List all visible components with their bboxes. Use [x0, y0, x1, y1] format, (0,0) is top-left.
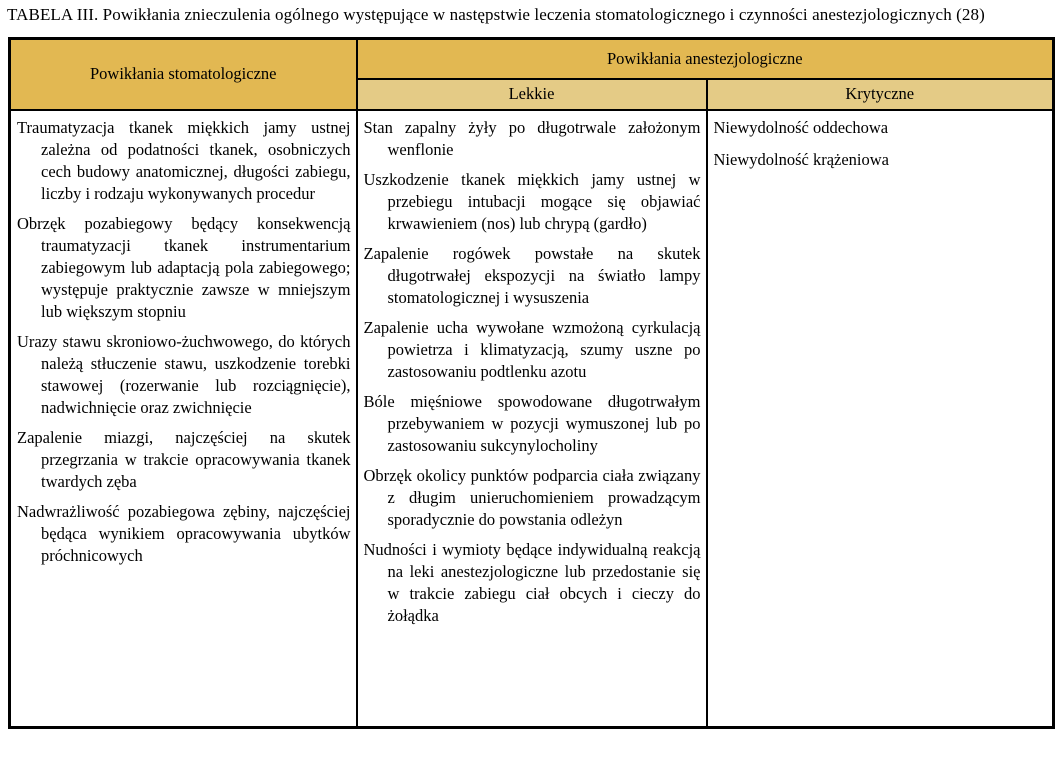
header-cell-stomatologiczne: Powikłania stomatologiczne: [10, 39, 357, 110]
complication-item: Nudności i wymioty będące indywidualną reakcją na leki anestezjologiczne lub przedostanie się w trakcie zabiegu ciał obcych i cieczy do żołądka: [363, 539, 701, 625]
complication-item: Uszkodzenie tkanek miękkich jamy ustnej w przebiegu intubacji mogące się objawiać krwawieniem (nos) lub chrypą (gardło): [363, 169, 701, 233]
header-cell-krytyczne: Krytyczne: [707, 79, 1054, 110]
complication-item: Zapalenie miazgi, najczęściej na skutek przegrzania w trakcie opracowywania tkanek twardych zęba: [17, 427, 351, 491]
stomatologiczne-cell: [10, 110, 357, 728]
krytyczne-cell: [707, 110, 1054, 728]
header-row-main: [10, 39, 1054, 79]
header-cell-lekkie: Lekkie: [357, 79, 707, 110]
complication-item: Zapalenie ucha wywołane wzmożoną cyrkulacją powietrza i klimatyzacją, szumy uszne po zastosowaniu podtlenku azotu: [363, 317, 701, 381]
complication-item: Urazy stawu skroniowo-żuchwowego, do których należą stłuczenie stawu, uszkodzenie torebki stawowej (rozerwanie lub rozciągnięcie), nadwichnięcie oraz zwichnięcie: [17, 331, 351, 417]
complications-table: [8, 37, 1055, 729]
complication-item: Traumatyzacja tkanek miękkich jamy ustnej zależna od podatności tkanek, osobniczych cech budowy anatomicznej, długości zabiegu, liczby i rodzaju wykonywanych procedur: [17, 117, 351, 203]
complication-item: Niewydolność oddechowa: [713, 117, 889, 137]
complication-item: Zapalenie rogówek powstałe na skutek długotrwałej ekspozycji na światło lampy stomatologicznej i wysuszenia: [363, 243, 701, 307]
body-row: [10, 110, 1054, 728]
table-caption: TABELA III. Powikłania znieczulenia ogólnego występujące w następstwie leczenia stomatologicznego i czynności anestezjologicznych (28): [7, 5, 985, 24]
header-cell-anestezjologiczne: Powikłania anestezjologiczne: [357, 39, 1054, 79]
complication-item: Obrzęk okolicy punktów podparcia ciała związany z długim unieruchomieniem prowadzącym sporadycznie do powstania odleżyn: [363, 465, 701, 529]
complication-item: Stan zapalny żyły po długotrwale założonym wenflonie: [363, 117, 701, 159]
complication-item: Bóle mięśniowe spowodowane długotrwałym przebywaniem w pozycji wymuszonej lub po zastosowaniu sukcynylocholiny: [363, 391, 701, 455]
complication-item: Niewydolność krążeniowa: [713, 149, 889, 169]
complication-item: Nadwrażliwość pozabiegowa zębiny, najczęściej będąca wynikiem opracowywania ubytków próchnicowych: [17, 501, 351, 565]
complication-item: Obrzęk pozabiegowy będący konsekwencją traumatyzacji tkanek instrumentarium zabiegowym lub adaptacją pola zabiegowego; występuje praktycznie zawsze w mniejszym lub większym stopniu: [17, 213, 351, 321]
lekkie-cell: [357, 110, 707, 728]
